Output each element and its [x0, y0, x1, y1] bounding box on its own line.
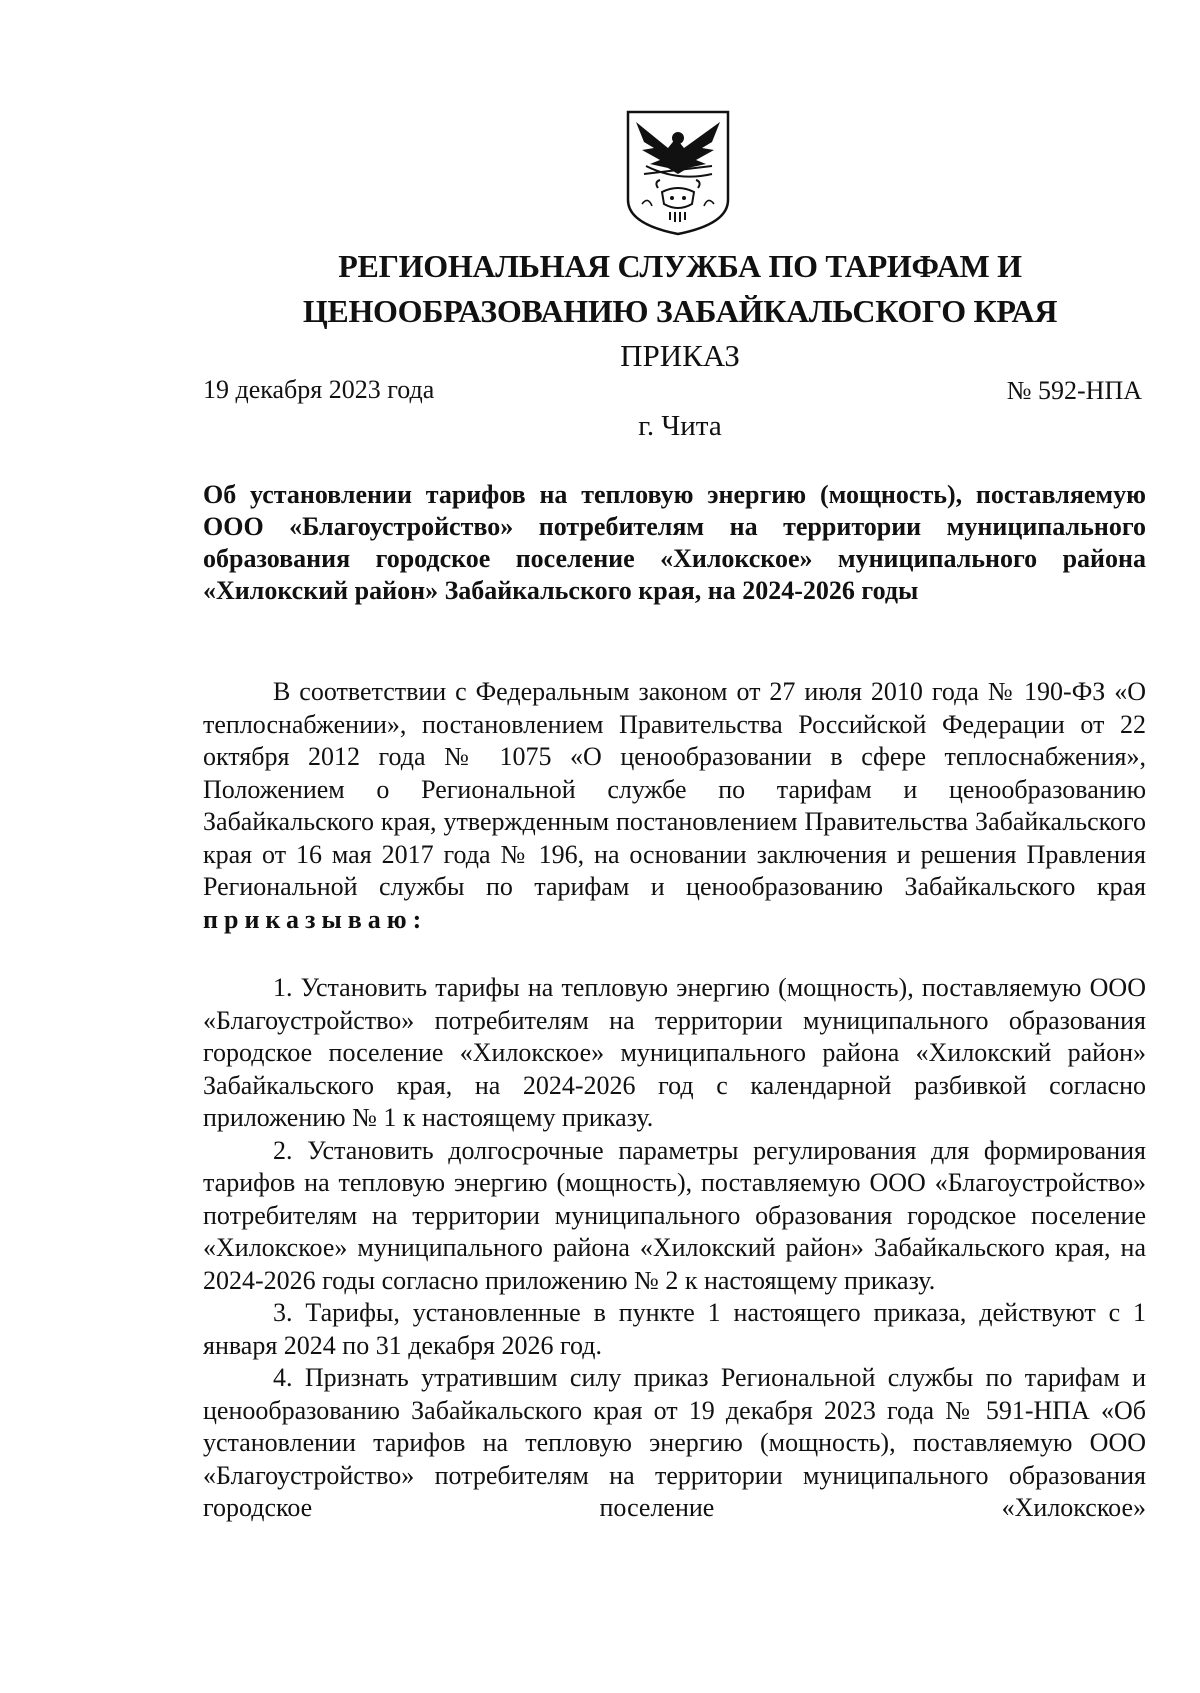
- preamble-text: В соответствии с Федеральным законом от 27 июля 2010 года № 190-ФЗ «О теплоснабжении», постановлением Правительства Российской Федерации от 22 октября 2012 года № 1075 «О ценообразовании в сфере теплоснабжения», Положением о Региональной службе по тарифам и ценообразованию Забайкальского края, утвержденным постановлением Правительства Забайкальского края от 16 мая 2017 года № 196, на основании заключения и решения Правления Региональной службы по тарифам и ценообразованию Забайкальского края: [203, 677, 1146, 901]
- document-date: 19 декабря 2023 года: [203, 375, 435, 404]
- order-item-4: 4. Признать утратившим силу приказ Региональной службы по тарифам и ценообразованию Забайкальского края от 19 декабря 2023 года № 591-НПА «Об установлении тарифов на тепловую энергию (мощность), поставляемую ООО «Благоустройство» потребителям на территории муниципального образования городское поселение «Хилокское»: [203, 1363, 1146, 1522]
- organization-name: [200, 244, 1160, 334]
- preamble-paragraph: [203, 676, 1146, 936]
- order-word: приказываю:: [203, 904, 428, 934]
- preamble: [203, 676, 1146, 936]
- order-item-3: 3. Тарифы, установленные в пункте 1 настоящего приказа, действуют с 1 января 2024 по 31 декабря 2026 год.: [203, 1298, 1146, 1360]
- order-item-2: 2. Установить долгосрочные параметры регулирования для формирования тарифов на тепловую энергию (мощность), поставляемую ООО «Благоустройство» потребителям на территории муниципального образования городское поселение «Хилокское» муниципального района «Хилокский район» Забайкальского края, на 2024-2026 годы согласно приложению № 2 к настоящему приказу.: [203, 1135, 1146, 1295]
- document-title: Об установлении тарифов на тепловую энергию (мощность), поставляемую ООО «Благоустройство» потребителям на территории муниципального образования городское поселение «Хилокское» муниципального района «Хилокский район» Забайкальского края, на 2024-2026 годы: [203, 480, 1146, 605]
- organization-name-line-1: РЕГИОНАЛЬНАЯ СЛУЖБА ПО ТАРИФАМ И: [338, 248, 1022, 284]
- document-number: № 592-НПА: [1006, 376, 1142, 405]
- order-item-1: 1. Установить тарифы на тепловую энергию (мощность), поставляемую ООО «Благоустройство» потребителям на территории муниципального образования городское поселение «Хилокское» муниципального района «Хилокский район» Забайкальского края, на 2024-2026 год с календарной разбивкой согласно приложению № 1 к настоящему приказу.: [203, 973, 1146, 1132]
- coat-of-arms-emblem: [622, 108, 734, 238]
- document-city: г. Чита: [638, 410, 722, 442]
- organization-name-line-2: ЦЕНООБРАЗОВАНИЮ ЗАБАЙКАЛЬСКОГО КРАЯ: [302, 293, 1058, 329]
- document-type: ПРИКАЗ: [620, 338, 740, 373]
- order-items: [203, 972, 1146, 1525]
